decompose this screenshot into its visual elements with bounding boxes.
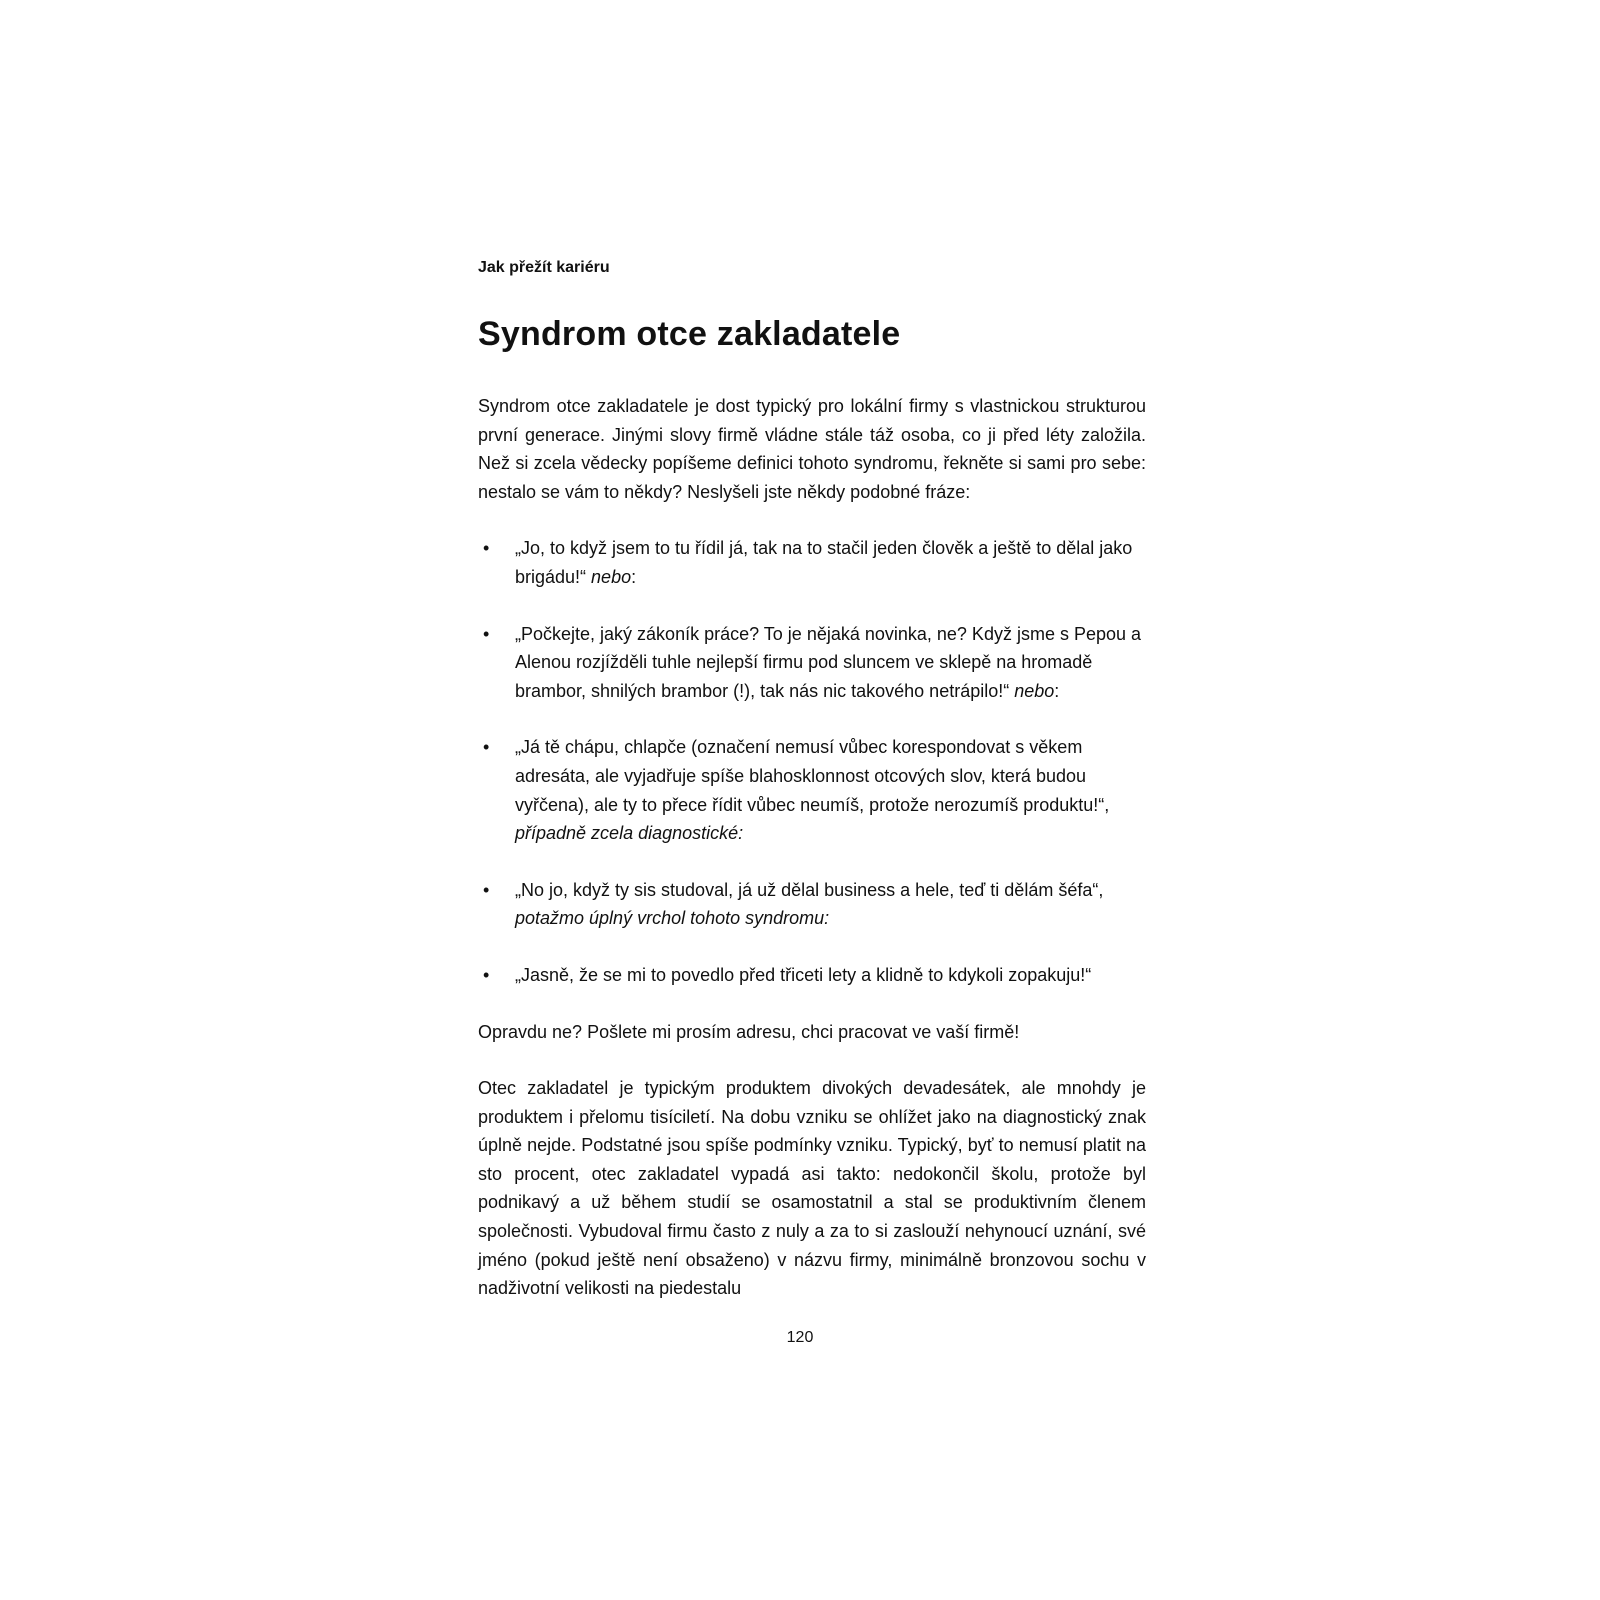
quote-suffix: : xyxy=(1054,680,1060,701)
chapter-title: Syndrom otce zakladatele xyxy=(478,315,901,353)
quote-text: „Jo, to když jsem to tu řídil já, tak na to stačil jeden člověk a ještě to dělal jako brigádu!“ xyxy=(515,538,1133,587)
list-item xyxy=(478,961,1146,990)
running-head: Jak přežít kariéru xyxy=(478,259,610,276)
quote-list xyxy=(478,534,1146,989)
quote-connector: nebo xyxy=(1014,680,1055,701)
bullet-icon: • xyxy=(483,538,490,559)
after-list-paragraph: Opravdu ne? Pošlete mi prosím adresu, chci pracovat ve vaší firmě! xyxy=(478,1021,1020,1042)
bullet-icon: • xyxy=(483,623,490,644)
bullet-icon: • xyxy=(483,964,490,985)
quote-connector: případně zcela diagnostické: xyxy=(515,823,744,844)
final-paragraph: Otec zakladatel je typickým produktem divokých devadesátek, ale mnohdy je produktem i přelomu tisíciletí. Na dobu vzniku se ohlížet jako na diagnostický znak úplně nejde. Podstatné jsou spíše podmínky vzniku. Typický, byť to nemusí platit na sto procent, otec zakladatel vypadá asi takto: nedokončil školu, protože byl podnikavý a už během studií se osamostatnil a stal se produktivním členem společnosti. Vybudoval firmu často z nuly a za to si zaslouží nehynoucí uznání, své jméno (pokud ještě není obsaženo) v názvu firmy, minimálně bronzovou sochu v nadživotní velikosti na piedestalu xyxy=(478,1078,1146,1299)
quote-text: „Jasně, že se mi to povedlo před třiceti lety a klidně to kdykoli zopakuju!“ xyxy=(515,964,1092,985)
list-item xyxy=(478,876,1146,933)
list-item xyxy=(478,733,1146,847)
quote-connector: potažmo úplný vrchol tohoto syndromu: xyxy=(515,908,830,929)
quote-text: „No jo, když ty sis studoval, já už dělal business a hele, teď ti dělám šéfa“, xyxy=(515,879,1104,900)
quote-suffix: : xyxy=(631,566,637,587)
quote-text: „Já tě chápu, chlapče (označení nemusí vůbec korespondovat s věkem adresáta, ale vyjadřuje spíše blahosklonnost otcových slov, která budou vyřčena), ale ty to přece řídit vůbec neumíš, protože nerozumíš produktu!“, xyxy=(515,737,1110,815)
list-item xyxy=(478,620,1146,706)
page-number: 120 xyxy=(786,1329,814,1346)
book-page xyxy=(478,258,1146,1303)
intro-paragraph: Syndrom otce zakladatele je dost typický pro lokální firmy s vlastnickou strukturou první generace. Jinými slovy firmě vládne stále táž osoba, co ji před léty založila. Než si zcela vědecky popíšeme definici tohoto syndromu, řekněte si sami pro sebe: nestalo se vám to někdy? Neslyšeli jste někdy podobné fráze: xyxy=(478,396,1146,502)
list-item xyxy=(478,534,1146,591)
bullet-icon: • xyxy=(483,879,490,900)
bullet-icon: • xyxy=(483,737,490,758)
quote-connector: nebo xyxy=(591,566,632,587)
quote-text: „Počkejte, jaký zákoník práce? To je nějaká novinka, ne? Když jsme s Pepou a Alenou rozjížděli tuhle nejlepší firmu pod sluncem ve sklepě na hromadě brambor, shnilých brambor (!), tak nás nic takového netrápilo!“ xyxy=(515,623,1142,701)
